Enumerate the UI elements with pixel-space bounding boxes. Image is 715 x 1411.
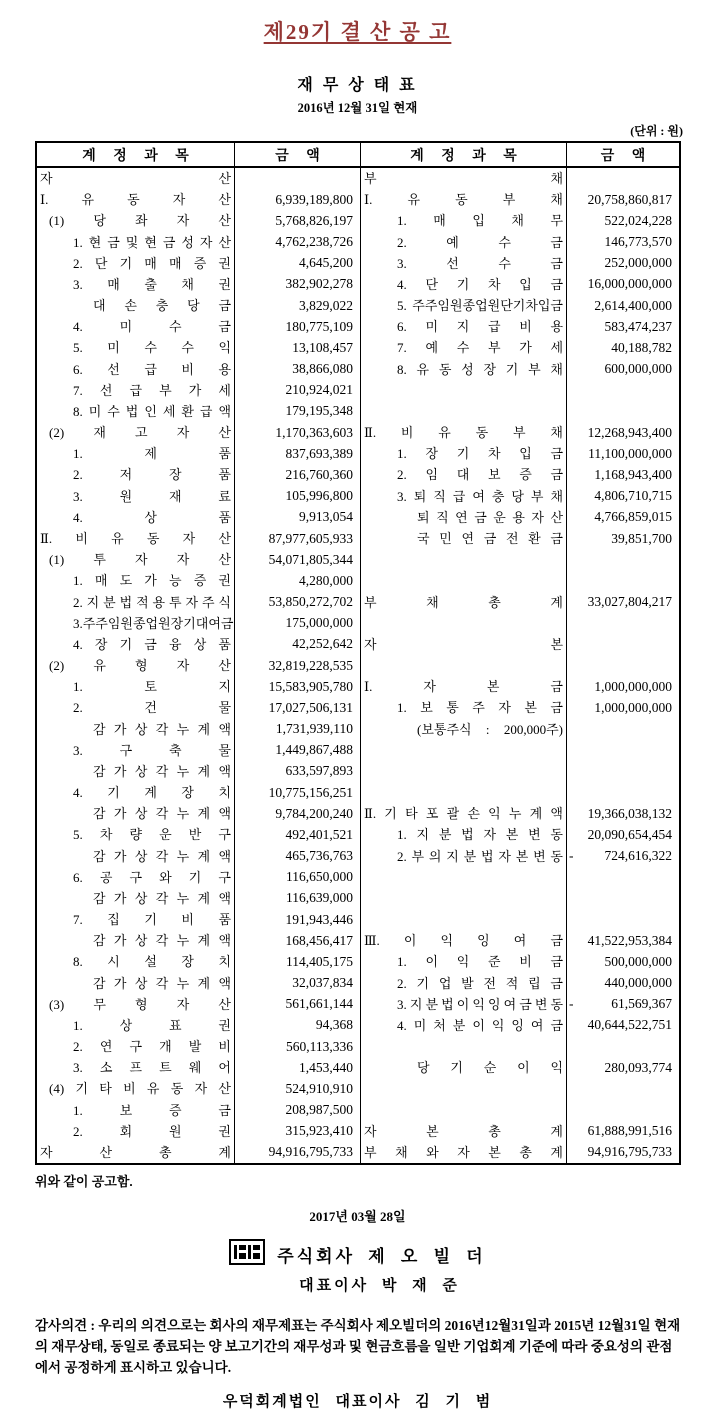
- account-cell: 자 산: [37, 168, 235, 189]
- account-cell: [361, 909, 567, 930]
- account-cell: 감 가 상 각 누 계 액: [37, 803, 235, 824]
- header-amount-right: 금 액: [600, 148, 646, 164]
- amount-cell: 16,000,000,000: [587, 276, 672, 292]
- account-cell: 부 채: [361, 168, 567, 189]
- amount-cell: 175,000,000: [235, 613, 361, 634]
- account-cell: 1. 지 분 법 자 본 변 동: [361, 824, 567, 845]
- table-row: [37, 295, 679, 316]
- amount-cell: 87,977,605,933: [235, 528, 361, 549]
- account-cell: 3. 구 축 물: [37, 740, 235, 761]
- account-cell: 감 가 상 각 누 계 액: [37, 718, 235, 739]
- account-cell: [361, 380, 567, 401]
- account-cell: [361, 761, 567, 782]
- table-row: [37, 507, 679, 528]
- account-cell: (1) 당 좌 자 산: [37, 210, 235, 231]
- account-cell: (1) 투 자 자 산: [37, 549, 235, 570]
- account-cell: 감 가 상 각 누 계 액: [37, 973, 235, 994]
- amount-cell: 492,401,521: [235, 824, 361, 845]
- amount-cell: [567, 168, 679, 189]
- table-row: [37, 253, 679, 274]
- account-cell: (2) 유 형 자 산: [37, 655, 235, 676]
- table-row: [37, 337, 679, 358]
- table-header-row: [37, 143, 679, 168]
- table-row: [37, 1078, 679, 1099]
- account-cell: 감 가 상 각 누 계 액: [37, 930, 235, 951]
- amount-cell: 116,650,000: [235, 867, 361, 888]
- account-cell: (보통주식 : 200,000주): [361, 718, 567, 739]
- amount-cell: - 61,569,367: [569, 996, 672, 1012]
- account-cell: 감 가 상 각 누 계 액: [37, 846, 235, 867]
- table-row: [37, 697, 679, 718]
- table-row: [37, 464, 679, 485]
- amount-cell: [567, 867, 679, 888]
- account-cell: 4. 단 기 차 입 금: [361, 274, 567, 295]
- page-title: 제29기 결 산 공 고: [263, 20, 452, 44]
- amount-cell: 40,644,522,751: [587, 1017, 672, 1033]
- amount-cell: 42,252,642: [235, 634, 361, 655]
- amount-cell: 54,071,805,344: [235, 549, 361, 570]
- table-row: [37, 1015, 679, 1036]
- company-seal-logo: [229, 1239, 265, 1270]
- amount-cell: [567, 549, 679, 570]
- statement-title: 재 무 상 태 표: [297, 77, 418, 94]
- account-cell: Ⅲ. 이 익 잉 여 금: [361, 930, 567, 951]
- table-row: [37, 761, 679, 782]
- account-cell: [361, 401, 567, 422]
- account-cell: 3. 선 수 금: [361, 253, 567, 274]
- amount-cell: [567, 1078, 679, 1099]
- amount-cell: 116,639,000: [235, 888, 361, 909]
- amount-cell: 524,910,910: [235, 1078, 361, 1099]
- account-cell: [361, 1078, 567, 1099]
- account-cell: 2. 단 기 매 매 증 권: [37, 253, 235, 274]
- amount-cell: [567, 1036, 679, 1057]
- account-cell: 4. 장 기 금 융 상 품: [37, 634, 235, 655]
- amount-cell: 32,037,834: [235, 973, 361, 994]
- table-row: [37, 528, 679, 549]
- company-signature: [0, 1239, 715, 1270]
- amount-cell: 39,851,700: [611, 530, 672, 546]
- amount-cell: [567, 613, 679, 634]
- header-account-left: 계 정 과 목: [37, 143, 235, 166]
- amount-cell: 4,280,000: [235, 570, 361, 591]
- account-cell: 1. 보 증 금: [37, 1100, 235, 1121]
- account-cell: 3. 주주임원종업원장기대여금: [37, 613, 235, 634]
- table-row: [37, 1036, 679, 1057]
- table-row: [37, 1100, 679, 1121]
- account-cell: 6. 선 급 비 용: [37, 359, 235, 380]
- account-cell: 6. 공 구 와 기 구: [37, 867, 235, 888]
- account-cell: [361, 549, 567, 570]
- account-cell: 1. 상 표 권: [37, 1015, 235, 1036]
- amount-cell: 210,924,021: [235, 380, 361, 401]
- table-row: [37, 210, 679, 231]
- amount-cell: 10,775,156,251: [235, 782, 361, 803]
- amount-cell: 94,368: [235, 1015, 361, 1036]
- table-row: [37, 359, 679, 380]
- account-cell: 4. 미 처 분 이 익 잉 여 금: [361, 1015, 567, 1036]
- amount-cell: 180,775,109: [235, 316, 361, 337]
- account-cell: [361, 740, 567, 761]
- account-cell: (4) 기 타 비 유 동 자 산: [37, 1078, 235, 1099]
- amount-cell: 9,784,200,240: [235, 803, 361, 824]
- amount-cell: 32,819,228,535: [235, 655, 361, 676]
- table-row: [37, 634, 679, 655]
- table-row: [37, 718, 679, 739]
- amount-cell: 40,188,782: [611, 339, 672, 355]
- table-row: [37, 740, 679, 761]
- account-cell: [361, 888, 567, 909]
- audit-opinion: 감사의견 : 우리의 의견으로는 회사의 재무제표는 주식회사 제오빌더의 2016년12월31일과 2015년 12월31일 현재의 재무상태, 동일로 종료되는 양 보고기간의 재무성과 및 현금흐름을 일반 기업회계 기준에 따라 중요성의 관점에서 공정하게 표시하고 있습니다.: [35, 1318, 681, 1375]
- amount-cell: 1,000,000,000: [594, 699, 672, 715]
- amount-cell: 179,195,348: [235, 401, 361, 422]
- account-cell: 2. 회 원 권: [37, 1121, 235, 1142]
- amount-cell: [567, 761, 679, 782]
- amount-cell: 61,888,991,516: [587, 1123, 672, 1139]
- table-row: [37, 782, 679, 803]
- amount-cell: 41,522,953,384: [587, 932, 672, 948]
- table-row: [37, 909, 679, 930]
- amount-cell: 1,453,440: [235, 1057, 361, 1078]
- account-cell: 5. 미 수 수 익: [37, 337, 235, 358]
- table-row: [37, 549, 679, 570]
- amount-cell: 2,614,400,000: [594, 297, 672, 313]
- account-cell: Ⅱ. 비 유 동 자 산: [37, 528, 235, 549]
- account-cell: Ⅰ. 유 동 자 산: [37, 189, 235, 210]
- account-cell: Ⅱ. 기 타 포 괄 손 익 누 계 액: [361, 803, 567, 824]
- account-cell: [361, 1100, 567, 1121]
- amount-cell: 1,168,943,400: [594, 466, 672, 482]
- account-cell: [361, 867, 567, 888]
- amount-cell: 280,093,774: [604, 1059, 672, 1075]
- account-cell: 7. 예 수 부 가 세: [361, 337, 567, 358]
- table-row: [37, 867, 679, 888]
- account-cell: 8. 시 설 장 치: [37, 951, 235, 972]
- amount-cell: 6,939,189,800: [235, 189, 361, 210]
- amount-cell: [567, 718, 679, 739]
- account-cell: 2. 부 의 지 분 법 자 본 변 동: [361, 846, 567, 867]
- amount-cell: 583,474,237: [604, 318, 672, 334]
- amount-cell: 4,766,859,015: [594, 509, 672, 525]
- table-row: [37, 168, 679, 189]
- account-cell: 퇴 직 연 금 운 용 자 산: [361, 507, 567, 528]
- table-row: [37, 316, 679, 337]
- account-cell: Ⅰ. 유 동 부 채: [361, 189, 567, 210]
- amount-cell: 11,100,000,000: [588, 445, 672, 461]
- account-cell: 5. 차 량 운 반 구: [37, 824, 235, 845]
- account-cell: [361, 782, 567, 803]
- amount-cell: 315,923,410: [235, 1121, 361, 1142]
- amount-cell: 94,916,795,733: [235, 1142, 361, 1163]
- amount-cell: 4,645,200: [235, 253, 361, 274]
- amount-cell: 216,760,360: [235, 464, 361, 485]
- amount-cell: 3,829,022: [235, 295, 361, 316]
- amount-cell: 382,902,278: [235, 274, 361, 295]
- unit-label: (단위 : 원): [630, 124, 683, 138]
- account-cell: 대 손 충 당 금: [37, 295, 235, 316]
- amount-cell: [567, 1100, 679, 1121]
- account-cell: 감 가 상 각 누 계 액: [37, 888, 235, 909]
- account-cell: [361, 655, 567, 676]
- account-cell: 3. 지 분 법 이 익 잉 여 금 변 동: [361, 994, 567, 1015]
- account-cell: 1. 현 금 및 현 금 성 자 산: [37, 232, 235, 253]
- table-row: [37, 443, 679, 464]
- amount-cell: 5,768,826,197: [235, 210, 361, 231]
- account-cell: 3. 퇴 직 급 여 충 당 부 채: [361, 486, 567, 507]
- account-cell: 3. 원 재 료: [37, 486, 235, 507]
- amount-cell: 440,000,000: [604, 975, 672, 991]
- header-amount-left: 금 액: [235, 143, 361, 166]
- table-row: [37, 422, 679, 443]
- account-cell: 3. 소 프 트 웨 어: [37, 1057, 235, 1078]
- as-of-date: 2016년 12월 31일 현재: [297, 101, 418, 115]
- table-row: [37, 1121, 679, 1142]
- amount-cell: 600,000,000: [604, 361, 672, 377]
- table-row: [37, 930, 679, 951]
- amount-cell: 208,987,500: [235, 1100, 361, 1121]
- account-cell: 국 민 연 금 전 환 금: [361, 528, 567, 549]
- amount-cell: [567, 634, 679, 655]
- amount-cell: 633,597,893: [235, 761, 361, 782]
- account-cell: 7. 선 급 부 가 세: [37, 380, 235, 401]
- account-cell: 당 기 순 이 익: [361, 1057, 567, 1078]
- table-row: [37, 888, 679, 909]
- account-cell: 자 본 총 계: [361, 1121, 567, 1142]
- amount-cell: 12,268,943,400: [587, 424, 672, 440]
- account-cell: 1. 매 입 채 무: [361, 210, 567, 231]
- amount-cell: 4,762,238,726: [235, 232, 361, 253]
- account-cell: 2. 예 수 금: [361, 232, 567, 253]
- account-cell: 2. 건 물: [37, 697, 235, 718]
- table-row: [37, 380, 679, 401]
- table-row: [37, 994, 679, 1015]
- account-cell: (3) 무 형 자 산: [37, 994, 235, 1015]
- balance-sheet-table: [35, 141, 681, 1165]
- amount-cell: 837,693,389: [235, 443, 361, 464]
- amount-cell: 168,456,417: [235, 930, 361, 951]
- table-row: [37, 274, 679, 295]
- amount-cell: 17,027,506,131: [235, 697, 361, 718]
- account-cell: 5. 주주임원종업원단기차입금: [361, 295, 567, 316]
- account-cell: 1. 보 통 주 자 본 금: [361, 697, 567, 718]
- account-cell: 1. 장 기 차 입 금: [361, 443, 567, 464]
- amount-cell: 1,449,867,488: [235, 740, 361, 761]
- amount-cell: 500,000,000: [604, 953, 672, 969]
- account-cell: 2. 저 장 품: [37, 464, 235, 485]
- account-cell: 8. 미 수 법 인 세 환 급 액: [37, 401, 235, 422]
- account-cell: 2. 연 구 개 발 비: [37, 1036, 235, 1057]
- account-cell: 자 산 총 계: [37, 1142, 235, 1163]
- amount-cell: 15,583,905,780: [235, 676, 361, 697]
- account-cell: 8. 유 동 성 장 기 부 채: [361, 359, 567, 380]
- table-row: [37, 591, 679, 612]
- table-row: [37, 846, 679, 867]
- amount-cell: [235, 168, 361, 189]
- account-cell: 4. 기 계 장 치: [37, 782, 235, 803]
- table-row: [37, 655, 679, 676]
- account-cell: 자 본: [361, 634, 567, 655]
- account-cell: [361, 570, 567, 591]
- amount-cell: 33,027,804,217: [587, 594, 672, 610]
- amount-cell: - 724,616,322: [569, 848, 672, 864]
- header-account-right: 계 정 과 목: [361, 143, 567, 166]
- amount-cell: [567, 888, 679, 909]
- amount-cell: 561,661,144: [235, 994, 361, 1015]
- table-row: [37, 570, 679, 591]
- account-cell: 2. 기 업 발 전 적 립 금: [361, 973, 567, 994]
- account-cell: 1. 토 지: [37, 676, 235, 697]
- account-cell: 감 가 상 각 누 계 액: [37, 761, 235, 782]
- company-name: 주식회사 제 오 빌 더: [277, 1247, 486, 1266]
- announce-date: 2017년 03월 28일: [309, 1209, 406, 1224]
- account-cell: Ⅰ. 자 본 금: [361, 676, 567, 697]
- amount-cell: [567, 570, 679, 591]
- amount-cell: 560,113,336: [235, 1036, 361, 1057]
- account-cell: 6. 미 지 급 비 용: [361, 316, 567, 337]
- table-row: [37, 951, 679, 972]
- table-body: [37, 168, 679, 1163]
- amount-cell: 146,773,570: [604, 234, 672, 250]
- table-row: [37, 676, 679, 697]
- account-cell: (2) 재 고 자 산: [37, 422, 235, 443]
- amount-cell: [567, 401, 679, 422]
- amount-cell: 1,170,363,603: [235, 422, 361, 443]
- table-row: [37, 613, 679, 634]
- account-cell: [361, 1036, 567, 1057]
- amount-cell: 9,913,054: [235, 507, 361, 528]
- account-cell: 부 채 총 계: [361, 591, 567, 612]
- table-row: [37, 1057, 679, 1078]
- table-row: [37, 973, 679, 994]
- amount-cell: [567, 380, 679, 401]
- amount-cell: 105,996,800: [235, 486, 361, 507]
- amount-cell: 13,108,457: [235, 337, 361, 358]
- ceo-line: 대표이사 박 재 준: [299, 1278, 460, 1294]
- amount-cell: [567, 655, 679, 676]
- amount-cell: [567, 909, 679, 930]
- amount-cell: 191,943,446: [235, 909, 361, 930]
- amount-cell: 522,024,228: [604, 212, 672, 228]
- account-cell: 2. 지 분 법 적 용 투 자 주 식: [37, 591, 235, 612]
- table-row: [37, 803, 679, 824]
- amount-cell: 114,405,175: [235, 951, 361, 972]
- amount-cell: 465,736,763: [235, 846, 361, 867]
- amount-cell: [567, 740, 679, 761]
- account-cell: 2. 임 대 보 증 금: [361, 464, 567, 485]
- amount-cell: 4,806,710,715: [594, 488, 672, 504]
- account-cell: 4. 상 품: [37, 507, 235, 528]
- table-row: [37, 486, 679, 507]
- table-row: [37, 189, 679, 210]
- amount-cell: 1,000,000,000: [594, 678, 672, 694]
- account-cell: [361, 613, 567, 634]
- account-cell: Ⅱ. 비 유 동 부 채: [361, 422, 567, 443]
- account-cell: 1. 매 도 가 능 증 권: [37, 570, 235, 591]
- account-cell: 1. 이 익 준 비 금: [361, 951, 567, 972]
- table-row: [37, 824, 679, 845]
- table-row: [37, 401, 679, 422]
- announcement-note: 위와 같이 공고함.: [35, 1174, 133, 1189]
- amount-cell: 94,916,795,733: [587, 1144, 672, 1160]
- amount-cell: 20,758,860,817: [587, 191, 672, 207]
- account-cell: 4. 미 수 금: [37, 316, 235, 337]
- amount-cell: 20,090,654,454: [587, 826, 672, 842]
- account-cell: 1. 제 품: [37, 443, 235, 464]
- amount-cell: 1,731,939,110: [235, 718, 361, 739]
- amount-cell: 38,866,080: [235, 359, 361, 380]
- amount-cell: 252,000,000: [604, 255, 672, 271]
- amount-cell: 19,366,038,132: [587, 805, 672, 821]
- auditor-line: 우덕회계법인 대표이사 김 기 범: [222, 1394, 493, 1410]
- table-row: [37, 1142, 679, 1163]
- account-cell: 3. 매 출 채 권: [37, 274, 235, 295]
- table-row: [37, 232, 679, 253]
- amount-cell: [567, 782, 679, 803]
- amount-cell: 53,850,272,702: [235, 591, 361, 612]
- account-cell: 부 채 와 자 본 총 계: [361, 1142, 567, 1163]
- account-cell: 7. 집 기 비 품: [37, 909, 235, 930]
